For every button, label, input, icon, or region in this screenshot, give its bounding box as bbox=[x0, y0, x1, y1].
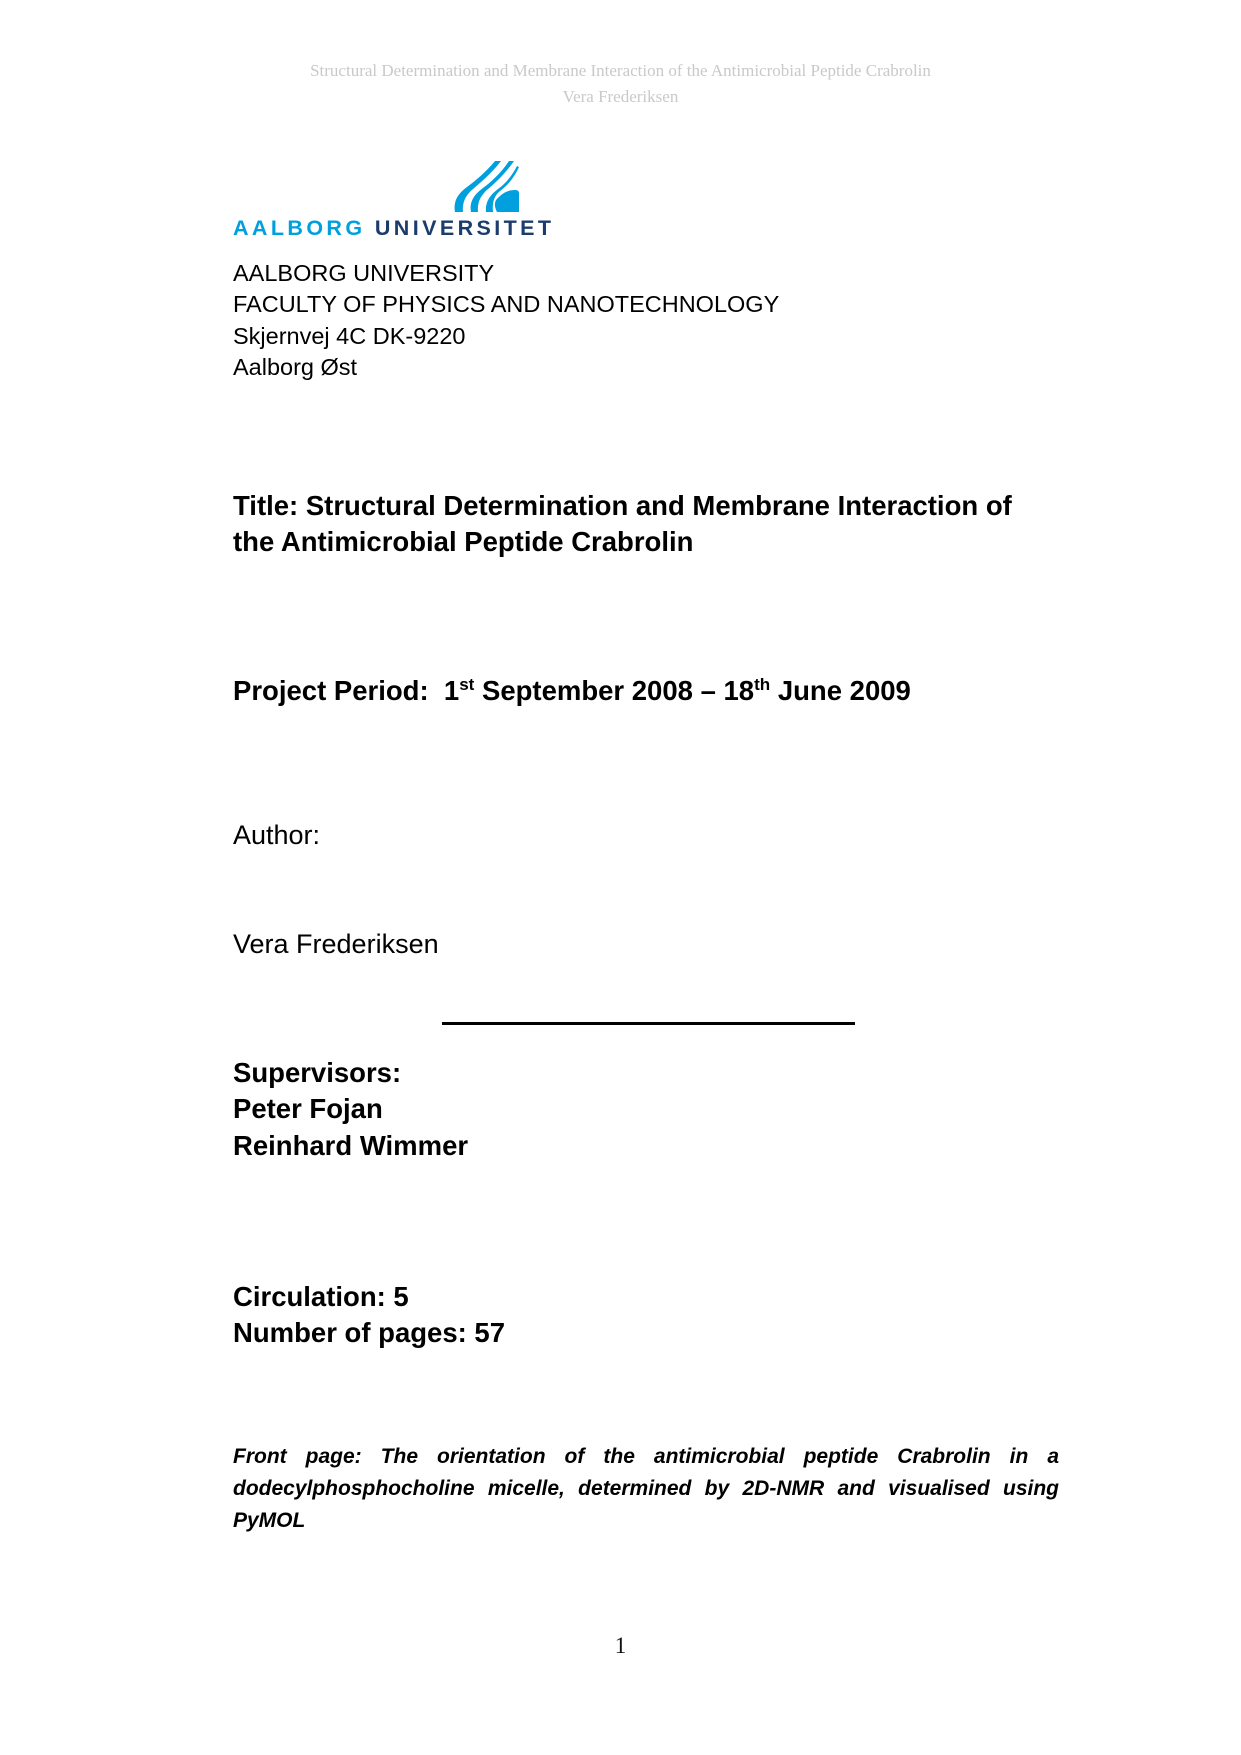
project-period-start-rest: September 2008 bbox=[481, 674, 693, 706]
address-line-street: Skjernvej 4C DK-9220 bbox=[233, 322, 466, 349]
page-title: Title: Structural Determination and Membrane Interaction of the Antimicrobial Peptide Crabrolin bbox=[233, 489, 1012, 557]
page-count: Number of pages: 57 bbox=[233, 1317, 506, 1349]
address-line-university: AALBORG UNIVERSITY bbox=[233, 260, 495, 286]
running-header bbox=[0, 58, 1241, 111]
university-logo bbox=[233, 160, 578, 256]
project-period-end-rest: June 2009 bbox=[777, 674, 911, 706]
project-period-start-day: 1 bbox=[443, 674, 460, 706]
project-period-end-suffix: th bbox=[754, 674, 771, 694]
running-header-author: Vera Frederiksen bbox=[562, 87, 679, 107]
author-name: Vera Frederiksen bbox=[233, 928, 439, 959]
institution-address bbox=[233, 258, 1063, 384]
project-period bbox=[233, 675, 1063, 707]
supervisors-label: Supervisors: bbox=[233, 1056, 402, 1088]
supervisor-name-2: Reinhard Wimmer bbox=[233, 1129, 469, 1161]
supervisor-name-1: Peter Fojan bbox=[233, 1093, 383, 1125]
address-line-faculty: FACULTY OF PHYSICS AND NANOTECHNOLOGY bbox=[233, 291, 780, 318]
author-label: Author: bbox=[233, 819, 321, 850]
project-period-start-suffix: st bbox=[459, 674, 475, 694]
address-line-city: Aalborg Øst bbox=[233, 354, 358, 381]
aalborg-university-wave-mark-icon bbox=[449, 160, 519, 212]
publication-info bbox=[233, 1279, 1063, 1352]
university-wordmark bbox=[233, 216, 554, 241]
title-page-content bbox=[233, 160, 1063, 1537]
wordmark-universitet: UNIVERSITET bbox=[374, 216, 555, 240]
running-header-title: Structural Determination and Membrane Interaction of the Antimicrobial Peptide Crabrolin bbox=[310, 61, 931, 80]
wordmark-aalborg: AALBORG bbox=[233, 216, 366, 240]
supervisors-block bbox=[233, 1055, 1063, 1164]
front-page-caption: Front page: The orientation of the antimicrobial peptide Crabrolin in a dodecylphosphocholine micelle, determined by 2D-NMR and visualised using PyMOL bbox=[233, 1445, 1059, 1533]
section-divider bbox=[442, 1022, 855, 1025]
circulation-count: Circulation: 5 bbox=[233, 1280, 409, 1312]
project-period-end-day: 18 bbox=[723, 674, 755, 706]
project-period-separator: – bbox=[700, 674, 716, 706]
project-period-label: Project Period: bbox=[233, 674, 429, 706]
footer-page-number: 1 bbox=[614, 1633, 627, 1658]
